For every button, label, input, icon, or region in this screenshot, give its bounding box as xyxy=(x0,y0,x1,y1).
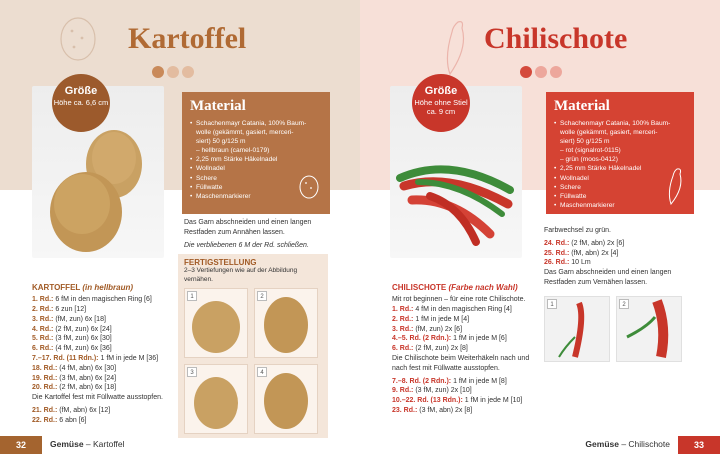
page-footer xyxy=(360,436,720,454)
material-item: siert) 50 g/125 m xyxy=(560,138,610,146)
section-heading-em: (in hellbraun) xyxy=(82,283,134,292)
round-text: (3 fM, zun) 6x [30] xyxy=(55,335,112,343)
size-badge-subtitle: Höhe ohne Stiel ca. 9 cm xyxy=(414,98,468,116)
yarn-ball-icon xyxy=(520,66,532,78)
step-number: 2 xyxy=(619,299,629,309)
step-number: 1 xyxy=(547,299,557,309)
round-text: 4 fM in den magischen Ring [4] xyxy=(415,305,512,313)
round-row xyxy=(392,315,538,325)
material-heading: Material xyxy=(190,98,246,114)
step-photo xyxy=(254,364,318,434)
page-number: 32 xyxy=(0,436,42,454)
round-row xyxy=(32,295,176,305)
step-number: 2 xyxy=(257,291,267,301)
page-footer xyxy=(0,436,360,454)
round-row xyxy=(392,396,538,406)
material-item: – grün (moos-0412) xyxy=(560,156,618,164)
material-item: • Füllwatte xyxy=(190,183,322,192)
round-row xyxy=(32,364,176,374)
material-heading: Material xyxy=(554,98,610,114)
yarn-ball-icon xyxy=(535,66,547,78)
round-text: 6 abn [6] xyxy=(59,416,87,424)
step-photo xyxy=(184,288,248,358)
material-item: • Wollnadel xyxy=(190,164,322,173)
round-row xyxy=(32,406,176,416)
round-text: 6 fM in den magischen Ring [6] xyxy=(55,296,152,304)
round-text: (3 fM, abn) 2x [8] xyxy=(419,406,473,414)
round-number: 19. Rd.: xyxy=(32,374,58,382)
material-item: wolle (gekämmt, gasiert, merceri- xyxy=(560,129,658,137)
material-item: – hellbraun (camel-0179) xyxy=(196,147,270,155)
material-item: – rot (signalrot-0115) xyxy=(560,147,621,155)
round-row xyxy=(392,344,538,354)
yarn-ball-icon xyxy=(550,66,562,78)
right-column xyxy=(544,226,694,291)
size-badge-subtitle: Höhe ca. 6,6 cm xyxy=(53,98,109,107)
round-text: (2 fM, abn) 2x [6] xyxy=(571,239,625,247)
round-text: 6 zun [12] xyxy=(55,305,87,313)
round-text: (2 fM, zun) 6x [24] xyxy=(55,325,112,333)
round-text: 1 fM in jede M [6] xyxy=(453,335,507,343)
round-row xyxy=(32,334,176,344)
material-item: siert) 50 g/125 m xyxy=(196,138,246,146)
round-text: (2 fM, zun) 2x [8] xyxy=(415,345,468,353)
footer-label: Gemüse – Kartoffel xyxy=(50,439,125,449)
round-text: (3 fM, zun) 2x [10] xyxy=(415,387,472,395)
round-row xyxy=(32,315,176,325)
round-number: 22. Rd.: xyxy=(32,416,58,424)
section-heading-text: CHILISCHOTE xyxy=(392,283,447,292)
row-list-2 xyxy=(32,406,176,426)
round-number: 24. Rd.: xyxy=(544,239,570,247)
round-number: 7.–17. Rd. (11 Rdn.): xyxy=(32,354,99,362)
round-row xyxy=(392,334,538,344)
round-number: 1. Rd.: xyxy=(32,296,54,304)
page-number: 33 xyxy=(678,436,720,454)
round-text: (fM, abn) 6x [12] xyxy=(59,406,111,414)
section-heading-em: (Farbe nach Wahl) xyxy=(448,283,518,292)
row-list xyxy=(392,305,538,354)
color-change-text: Farbwechsel zu grün. xyxy=(544,227,611,234)
material-item: • Wollnadel xyxy=(554,174,686,183)
round-row xyxy=(544,249,694,259)
round-number: 5. Rd.: xyxy=(32,335,54,343)
material-item: • Schere xyxy=(190,174,322,183)
round-number: 25. Rd.: xyxy=(544,249,570,257)
material-item: • Füllwatte xyxy=(554,192,686,201)
round-row xyxy=(32,325,176,335)
round-row xyxy=(392,377,538,387)
round-number: 20. Rd.: xyxy=(32,384,58,392)
material-item: • Schachenmayr Catania, 100% Baum- xyxy=(190,119,322,128)
section-heading xyxy=(32,282,176,293)
size-badge xyxy=(412,74,470,132)
round-text: (4 fM, zun) 6x [36] xyxy=(55,345,112,353)
round-text: (3 fM, abn) 6x [24] xyxy=(59,374,117,382)
step-photo xyxy=(616,296,682,362)
after-text: Das Garn abschneiden und einen langen Restfaden zum Annähen lassen. xyxy=(184,219,312,236)
instructions xyxy=(392,282,538,416)
round-number: 2. Rd.: xyxy=(392,315,414,323)
round-text: (2 fM, abn) 6x [18] xyxy=(59,384,117,392)
right-page xyxy=(360,0,720,466)
fertig-heading: FERTIGSTELLUNG xyxy=(184,258,257,267)
material-item: • Maschenmarkierer xyxy=(190,192,322,201)
material-item: wolle (gekämmt, gasiert, merceri- xyxy=(196,129,294,137)
round-number: 6. Rd.: xyxy=(392,345,414,353)
mid-text: Die Chilischote beim Weiterhäkeln nach und nach fest mit Füllwatte ausstopfen. xyxy=(392,354,530,372)
step-photo xyxy=(184,364,248,434)
yarn-ball-icon xyxy=(152,66,164,78)
size-badge xyxy=(52,74,110,132)
round-row xyxy=(392,325,538,335)
row-list-top xyxy=(544,239,694,268)
material-panel xyxy=(182,92,330,214)
yarn-ball-icon xyxy=(182,66,194,78)
round-row xyxy=(32,344,176,354)
step-photo xyxy=(254,288,318,358)
section-heading xyxy=(392,282,538,293)
material-item: • Maschenmarkierer xyxy=(554,201,686,210)
round-number: 4. Rd.: xyxy=(32,325,54,333)
round-row xyxy=(32,305,176,315)
round-number: 7.–8. Rd. (2 Rdn.): xyxy=(392,377,452,385)
round-row xyxy=(32,374,176,384)
size-badge-title: Größe xyxy=(424,85,458,97)
round-text: 1 fM in jede M [10] xyxy=(464,397,523,405)
after-text: Das Garn abschneiden und einen langen Restfaden zum Vernähen lassen. xyxy=(544,269,672,286)
round-text: (4 fM, abn) 6x [30] xyxy=(59,364,117,372)
intro-text: Mit rot beginnen – für eine rote Chilischote. xyxy=(392,296,526,304)
round-text: (fM, zun) 2x [6] xyxy=(415,325,463,333)
chili-outline-icon xyxy=(664,166,686,206)
round-number: 9. Rd.: xyxy=(392,387,414,395)
footer-label: Gemüse – Chilischote xyxy=(585,439,670,449)
step-number: 4 xyxy=(257,367,267,377)
round-number: 1. Rd.: xyxy=(392,305,414,313)
difficulty-rating xyxy=(152,66,194,78)
round-number: 6. Rd.: xyxy=(32,345,54,353)
round-row xyxy=(32,416,176,426)
size-badge-title: Größe xyxy=(64,85,98,97)
row-list-2 xyxy=(392,377,538,416)
round-number: 21. Rd.: xyxy=(32,406,58,414)
material-item: • Schere xyxy=(554,183,686,192)
chili-outline-icon xyxy=(438,18,472,78)
instructions xyxy=(32,282,176,426)
round-number: 18. Rd.: xyxy=(32,364,58,372)
round-row xyxy=(544,239,694,249)
round-number: 10.–22. Rd. (13 Rdn.): xyxy=(392,397,463,405)
round-text: 1 fM in jede M [36] xyxy=(100,354,159,362)
fertigstellung-box xyxy=(178,254,328,438)
round-number: 4.–5. Rd. (2 Rdn.): xyxy=(392,335,452,343)
step-photo xyxy=(544,296,610,362)
round-row xyxy=(392,406,538,416)
row-list xyxy=(32,295,176,393)
round-number: 3. Rd.: xyxy=(392,325,414,333)
round-text: 1 fM in jede M [4] xyxy=(415,315,470,323)
material-item: • 2,25 mm Stärke Häkelnadel xyxy=(554,164,686,173)
section-heading-text: KARTOFFEL xyxy=(32,283,81,292)
step-number: 1 xyxy=(187,291,197,301)
round-row xyxy=(32,354,176,364)
round-text: 10 Lm xyxy=(571,259,591,267)
round-row xyxy=(544,258,694,268)
round-row xyxy=(392,305,538,315)
difficulty-rating xyxy=(520,66,562,78)
material-panel xyxy=(546,92,694,214)
page-title: Kartoffel xyxy=(128,22,247,55)
round-number: 3. Rd.: xyxy=(32,315,54,323)
mid-text: Die Kartoffel fest mit Füllwatte ausstopfen. xyxy=(32,394,163,402)
potato-outline-icon xyxy=(58,16,98,62)
round-number: 2. Rd.: xyxy=(32,305,54,313)
round-text: 1 fM in jede M [8] xyxy=(453,377,507,385)
material-item: • 2,25 mm Stärke Häkelnadel xyxy=(190,155,322,164)
fertig-text: 2–3 Vertiefungen wie auf der Abbildung vernähen. xyxy=(184,267,298,283)
round-number: 23. Rd.: xyxy=(392,406,418,414)
round-text: (fM, abn) 2x [4] xyxy=(571,249,619,257)
potato-outline-icon xyxy=(298,174,320,200)
material-item: • Schachenmayr Catania, 100% Baum- xyxy=(554,119,686,128)
round-number: 26. Rd.: xyxy=(544,259,570,267)
round-row xyxy=(392,386,538,396)
page-title: Chilischote xyxy=(484,22,628,55)
step-number: 3 xyxy=(187,367,197,377)
yarn-ball-icon xyxy=(167,66,179,78)
after-italic: Die verbliebenen 6 M der Rd. schließen. xyxy=(184,241,309,249)
round-text: (fM, zun) 6x [18] xyxy=(55,315,106,323)
after-text-block xyxy=(184,218,334,253)
round-row xyxy=(32,383,176,393)
